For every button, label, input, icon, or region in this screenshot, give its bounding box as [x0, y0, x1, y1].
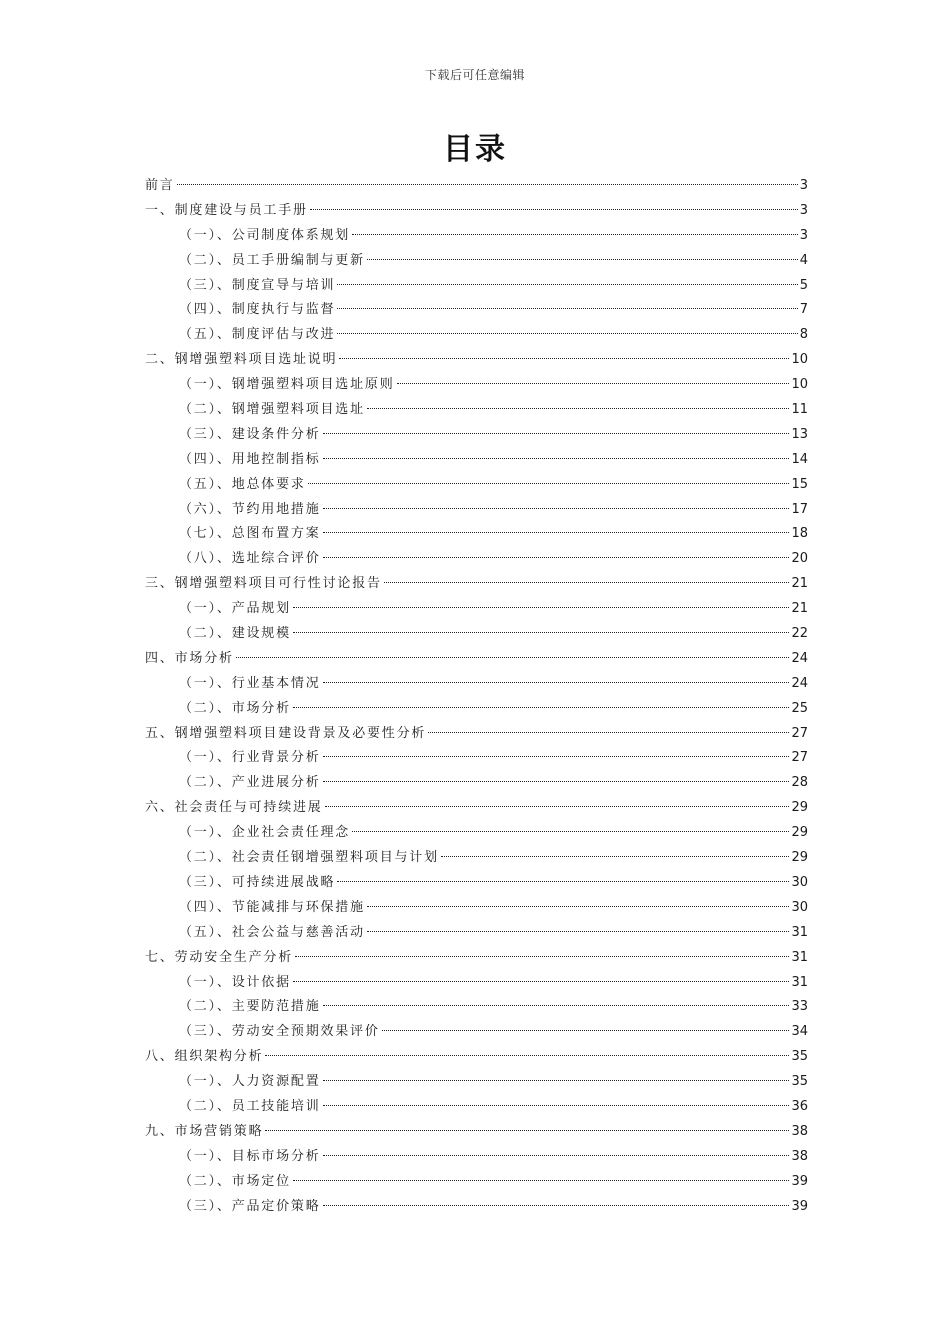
toc-entry-page-number: 5 — [799, 277, 808, 293]
toc-dot-leader — [293, 981, 790, 982]
toc-entry-label: （二）、员工技能培训 — [179, 1098, 321, 1114]
toc-dot-leader — [293, 1180, 790, 1181]
toc-entry-page-number: 17 — [791, 501, 808, 517]
toc-dot-leader — [352, 831, 789, 832]
toc-entry[interactable] — [145, 1072, 808, 1097]
toc-dot-leader — [337, 333, 797, 334]
toc-entry-label: （四）、用地控制指标 — [179, 451, 321, 467]
toc-entry-label: （六）、节约用地措施 — [179, 501, 321, 517]
toc-entry-label: （四）、制度执行与监督 — [179, 302, 336, 318]
toc-entry[interactable] — [145, 201, 808, 226]
toc-entry[interactable] — [145, 748, 808, 773]
toc-entry-page-number: 15 — [791, 476, 808, 492]
toc-entry-page-number: 36 — [791, 1098, 808, 1114]
toc-dot-leader — [339, 358, 789, 359]
toc-entry-label: （五）、制度评估与改进 — [179, 327, 336, 343]
toc-entry[interactable] — [145, 500, 808, 525]
toc-entry-label: （五）、社会公益与慈善活动 — [179, 924, 365, 940]
toc-entry-label: （一）、设计依据 — [179, 974, 291, 990]
toc-entry-label: 五、钢增强塑料项目建设背景及必要性分析 — [145, 725, 427, 741]
toc-entry[interactable] — [145, 1022, 808, 1047]
toc-entry-page-number: 3 — [799, 202, 808, 218]
toc-entry-label: （二）、钢增强塑料项目选址 — [179, 402, 365, 418]
toc-dot-leader — [323, 1105, 790, 1106]
toc-entry[interactable] — [145, 400, 808, 425]
toc-entry-page-number: 24 — [791, 650, 808, 666]
toc-entry-page-number: 7 — [799, 302, 808, 318]
toc-dot-leader — [367, 408, 790, 409]
toc-entry-page-number: 3 — [799, 178, 808, 193]
toc-entry[interactable] — [145, 699, 808, 724]
toc-entry-page-number: 33 — [791, 999, 808, 1015]
toc-dot-leader — [323, 458, 790, 459]
toc-entry-label: （一）、人力资源配置 — [179, 1074, 321, 1090]
toc-dot-leader — [177, 184, 798, 185]
toc-entry[interactable] — [145, 251, 808, 276]
toc-dot-leader — [382, 1030, 790, 1031]
toc-entry[interactable] — [145, 1122, 808, 1147]
toc-entry-label: 二、钢增强塑料项目选址说明 — [145, 352, 338, 368]
toc-entry[interactable] — [145, 475, 808, 500]
toc-entry-page-number: 4 — [799, 252, 808, 268]
toc-entry[interactable] — [145, 1047, 808, 1072]
toc-title: 目录 — [443, 132, 507, 167]
toc-dot-leader — [236, 657, 790, 658]
toc-entry[interactable] — [145, 574, 808, 599]
toc-entry[interactable] — [145, 450, 808, 475]
toc-entry-page-number: 10 — [791, 352, 808, 368]
toc-dot-leader — [337, 308, 797, 309]
toc-entry[interactable] — [145, 1172, 808, 1197]
toc-dot-leader — [352, 234, 798, 235]
toc-entry-page-number: 31 — [791, 974, 808, 990]
toc-entry-label: 七、劳动安全生产分析 — [145, 949, 294, 965]
toc-dot-leader — [293, 632, 790, 633]
toc-entry-page-number: 27 — [791, 750, 808, 766]
toc-entry[interactable] — [145, 524, 808, 549]
toc-entry-page-number: 39 — [791, 1198, 808, 1214]
toc-entry-label: （四）、节能减排与环保措施 — [179, 899, 365, 915]
page-header-note: 下载后可任意编辑 — [424, 68, 525, 82]
toc-entry[interactable] — [145, 350, 808, 375]
toc-entry-label: （一）、行业基本情况 — [179, 675, 321, 691]
toc-dot-leader — [337, 284, 797, 285]
toc-entry-label: （五）、地总体要求 — [179, 476, 306, 492]
toc-dot-leader — [337, 881, 789, 882]
toc-dot-leader — [325, 806, 790, 807]
toc-entry[interactable] — [145, 176, 808, 201]
toc-entry-page-number: 25 — [791, 700, 808, 716]
toc-entry[interactable] — [145, 674, 808, 699]
toc-entry-page-number: 20 — [791, 551, 808, 567]
toc-entry[interactable] — [145, 997, 808, 1022]
toc-entry-label: 前言 — [145, 178, 175, 193]
toc-entry-label: （二）、市场分析 — [179, 700, 291, 716]
toc-entry-label: （一）、产品规划 — [179, 601, 291, 617]
toc-entry-label: 三、钢增强塑料项目可行性讨论报告 — [145, 576, 382, 592]
toc-entry-page-number: 18 — [791, 526, 808, 542]
toc-dot-leader — [323, 433, 790, 434]
toc-entry-label: （二）、主要防范措施 — [179, 999, 321, 1015]
toc-entry[interactable] — [145, 1097, 808, 1122]
toc-entry-label: （一）、企业社会责任理念 — [179, 825, 351, 841]
toc-entry-label: 八、组织架构分析 — [145, 1049, 264, 1065]
toc-entry-page-number: 29 — [791, 850, 808, 866]
toc-entry-page-number: 35 — [791, 1049, 808, 1065]
toc-dot-leader — [308, 483, 790, 484]
toc-entry-label: 六、社会责任与可持续进展 — [145, 800, 323, 816]
toc-dot-leader — [367, 906, 790, 907]
toc-dot-leader — [323, 1080, 790, 1081]
toc-dot-leader — [265, 1130, 789, 1131]
toc-entry[interactable] — [145, 649, 808, 674]
toc-entry-label: （二）、市场定位 — [179, 1173, 291, 1189]
toc-entry-label: （一）、行业背景分析 — [179, 750, 321, 766]
toc-entry-page-number: 28 — [791, 775, 808, 791]
toc-dot-leader — [295, 956, 789, 957]
toc-entry-label: （一）、目标市场分析 — [179, 1148, 321, 1164]
toc-entry[interactable] — [145, 375, 808, 400]
toc-dot-leader — [323, 557, 790, 558]
toc-dot-leader — [323, 756, 790, 757]
toc-dot-leader — [323, 781, 790, 782]
toc-entry-label: （二）、社会责任钢增强塑料项目与计划 — [179, 850, 439, 866]
toc-entry[interactable] — [145, 724, 808, 749]
toc-dot-leader — [367, 259, 798, 260]
toc-entry[interactable] — [145, 898, 808, 923]
toc-dot-leader — [310, 209, 798, 210]
toc-dot-leader — [397, 383, 790, 384]
toc-entry[interactable] — [145, 549, 808, 574]
toc-dot-leader — [265, 1055, 789, 1056]
toc-entry-page-number: 3 — [799, 227, 808, 243]
toc-entry[interactable] — [145, 848, 808, 873]
toc-entry[interactable] — [145, 624, 808, 649]
toc-entry-page-number: 29 — [791, 825, 808, 841]
toc-entry-page-number: 8 — [799, 327, 808, 343]
toc-dot-leader — [293, 607, 790, 608]
toc-entry-page-number: 22 — [791, 626, 808, 642]
toc-entry-page-number: 30 — [791, 874, 808, 890]
toc-entry-page-number: 29 — [791, 800, 808, 816]
toc-entry-label: （一）、钢增强塑料项目选址原则 — [179, 377, 395, 393]
toc-entry-page-number: 39 — [791, 1173, 808, 1189]
toc-dot-leader — [441, 856, 790, 857]
toc-dot-leader — [323, 682, 790, 683]
toc-entry[interactable] — [145, 823, 808, 848]
toc-entry-page-number: 38 — [791, 1148, 808, 1164]
toc-entry-label: 九、市场营销策略 — [145, 1123, 264, 1139]
toc-dot-leader — [384, 582, 790, 583]
toc-entry-page-number: 38 — [791, 1123, 808, 1139]
toc-entry[interactable] — [145, 873, 808, 898]
toc-entry-page-number: 21 — [791, 576, 808, 592]
toc-dot-leader — [323, 532, 790, 533]
toc-entry-label: （二）、产业进展分析 — [179, 775, 321, 791]
toc-entry-label: 一、制度建设与员工手册 — [145, 202, 308, 218]
toc-entry-page-number: 31 — [791, 924, 808, 940]
toc-entry-label: （三）、建设条件分析 — [179, 426, 321, 442]
toc-entry-page-number: 14 — [791, 451, 808, 467]
toc-entry[interactable] — [145, 773, 808, 798]
toc-dot-leader — [323, 508, 790, 509]
toc-dot-leader — [428, 732, 789, 733]
toc-entry-label: （三）、产品定价策略 — [179, 1198, 321, 1214]
toc-entry[interactable] — [145, 325, 808, 350]
toc-dot-leader — [323, 1205, 790, 1206]
toc-entry-label: （八）、选址综合评价 — [179, 551, 321, 567]
toc-entry-page-number: 10 — [791, 377, 808, 393]
toc-entry-label: （七）、总图布置方案 — [179, 526, 321, 542]
toc-entry[interactable] — [145, 226, 808, 251]
toc-entry-label: （二）、员工手册编制与更新 — [179, 252, 365, 268]
toc-entry-page-number: 27 — [791, 725, 808, 741]
toc-entry[interactable] — [145, 276, 808, 301]
toc-entry[interactable] — [145, 973, 808, 998]
toc-entry[interactable] — [145, 948, 808, 973]
toc-entry-page-number: 35 — [791, 1074, 808, 1090]
toc-entry[interactable] — [145, 425, 808, 450]
toc-dot-leader — [367, 931, 790, 932]
toc-entry-label: （三）、劳动安全预期效果评价 — [179, 1024, 380, 1040]
toc-entry-label: 四、市场分析 — [145, 650, 234, 666]
toc-entry[interactable] — [145, 599, 808, 624]
table-of-contents — [145, 176, 808, 1221]
toc-entry-label: （一）、公司制度体系规划 — [179, 227, 351, 243]
toc-entry-label: （三）、制度宣导与培训 — [179, 277, 336, 293]
toc-entry-page-number: 11 — [791, 402, 808, 418]
toc-dot-leader — [293, 707, 790, 708]
toc-entry-label: （三）、可持续进展战略 — [179, 874, 336, 890]
toc-dot-leader — [323, 1005, 790, 1006]
toc-entry-page-number: 34 — [791, 1024, 808, 1040]
toc-entry-page-number: 21 — [791, 601, 808, 617]
toc-entry[interactable] — [145, 798, 808, 823]
toc-dot-leader — [323, 1155, 790, 1156]
toc-entry[interactable] — [145, 1197, 808, 1222]
toc-entry-page-number: 31 — [791, 949, 808, 965]
toc-entry[interactable] — [145, 923, 808, 948]
toc-entry[interactable] — [145, 1147, 808, 1172]
toc-entry-label: （二）、建设规模 — [179, 626, 291, 642]
toc-entry-page-number: 30 — [791, 899, 808, 915]
toc-entry[interactable] — [145, 300, 808, 325]
toc-entry-page-number: 13 — [791, 426, 808, 442]
toc-entry-page-number: 24 — [791, 675, 808, 691]
